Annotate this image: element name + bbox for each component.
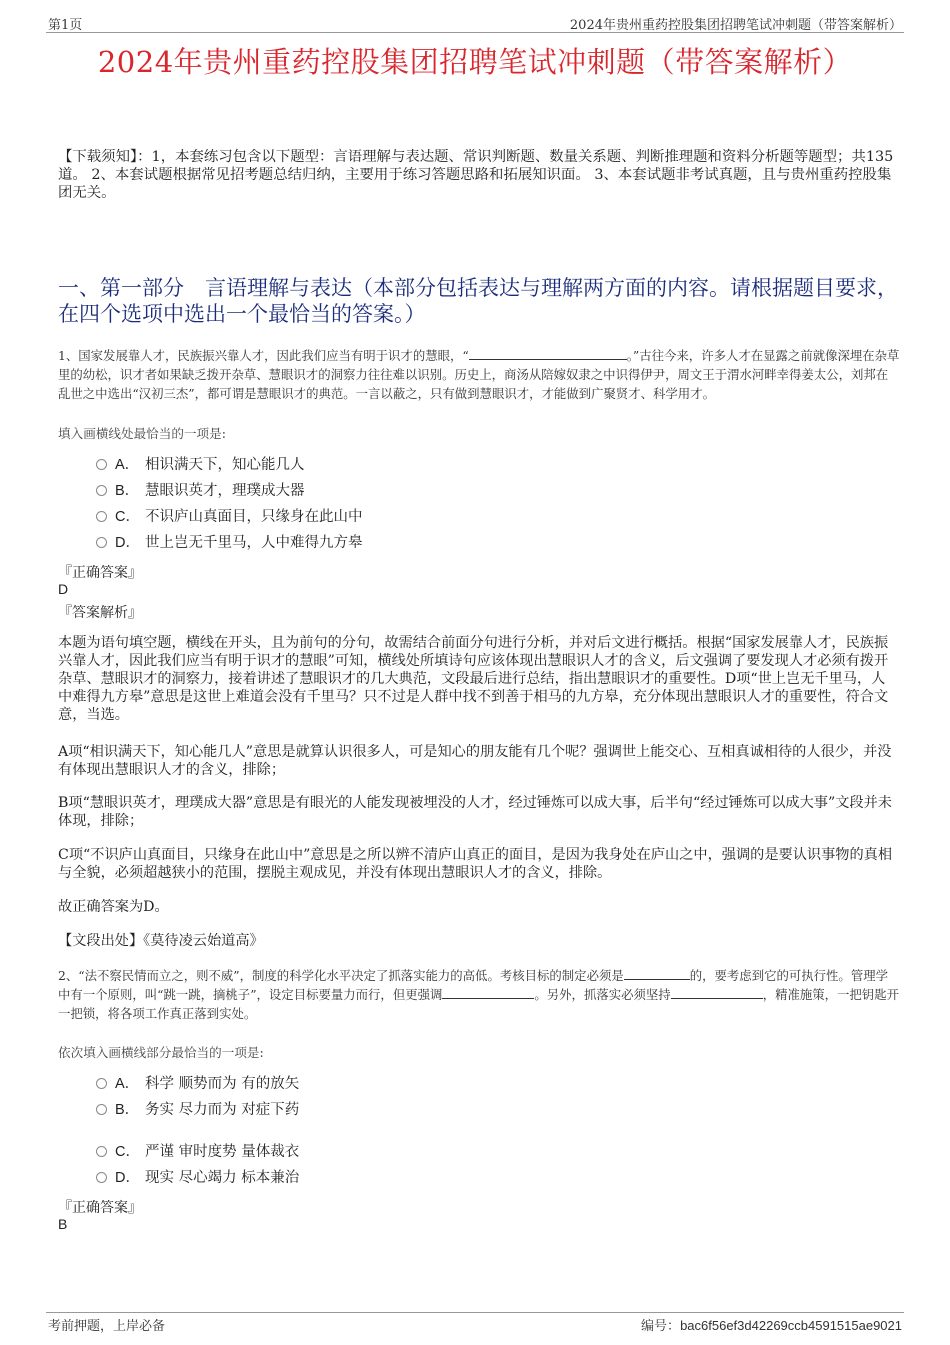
question-2-option-b[interactable]: B． 务实 尽力而为 对症下药 (96, 1100, 299, 1120)
fill-blank (442, 985, 534, 999)
radio-icon[interactable] (96, 485, 107, 496)
question-1-answer-label: 『正确答案』 (58, 565, 142, 581)
radio-icon[interactable] (96, 537, 107, 548)
question-1-source: 【文段出处】《莫待凌云始道高》 (58, 933, 264, 949)
footer-code: 编号：bac6f56ef3d42269ccb4591515ae9021 (641, 1318, 902, 1334)
analysis-paragraph: B项“慧眼识英才，理璞成大器”意思是有眼光的人能发现被埋没的人才，经过锤炼可以成大事，后半句“经过锤炼可以成大事”文段并未体现，排除； (58, 795, 892, 829)
question-2-option-d[interactable]: D． 现实 尽心竭力 标本兼治 (96, 1168, 299, 1188)
analysis-paragraph: 故正确答案为D。 (58, 899, 169, 915)
fill-blank (671, 985, 763, 999)
radio-icon[interactable] (96, 1146, 107, 1157)
section-heading: 一、第一部分 言语理解与表达（本部分包括表达与理解两方面的内容。请根据题目要求，在四个选项中选出一个最恰当的答案。） (58, 276, 898, 326)
question-1-stem-before: 1、国家发展靠人才，民族振兴靠人才，因此我们应当有明于识才的慧眼，“ (58, 348, 469, 363)
question-2-prompt: 依次填入画横线部分最恰当的一项是: (58, 1045, 264, 1060)
footer-slogan: 考前押题，上岸必备 (48, 1319, 166, 1334)
question-1-option-d[interactable]: D． 世上岂无千里马，人中难得九方皋 (96, 533, 363, 553)
question-2-option-c[interactable]: C． 严谨 审时度势 量体裁衣 (96, 1142, 299, 1162)
document-title: 2024年贵州重药控股集团招聘笔试冲刺题（带答案解析） (97, 45, 853, 79)
question-2-stem: 2、“法不察民情而立之，则不威”，制度的科学化水平决定了抓落实能力的高低。考核目标的制定必须是 的，要考虑到它的可执行性。管理学中有一个原则，叫“跳一跳，摘桃子”，设定目标要量力而行，但更强调 。另外，抓落实必须坚持 ，精准施策，一把钥匙开一把锁，将各项工作真正落到实处。 (58, 968, 899, 1021)
radio-icon[interactable] (96, 1172, 107, 1183)
page-header (46, 14, 904, 33)
question-1-analysis-label: 『答案解析』 (58, 605, 142, 621)
question-2-option-a[interactable]: A． 科学 顺势而为 有的放矢 (96, 1074, 299, 1094)
radio-icon[interactable] (96, 459, 107, 470)
page-footer (46, 1312, 904, 1333)
radio-icon[interactable] (96, 511, 107, 522)
analysis-paragraph: 本题为语句填空题，横线在开头，且为前句的分句，故需结合前面分句进行分析，并对后文进行概括。根据“国家发展靠人才，民族振兴靠人才，因此我们应当有明于识才的慧眼”可知，横线处所填诗句应该体现出慧眼识人才的含义，后文强调了要发现人才必须有拨开杂草、慧眼识才的洞察力，接着讲述了慧眼识才的几大典范，文段最后进行总结，指出慧眼识才的重要性。D项“世上岂无千里马，人中难得九方皋”意思是这世上难道会没有千里马？只不过是人群中找不到善于相马的九方皋，充分体现出慧眼识人才的重要性，符合文意，当选。 (58, 635, 889, 723)
question-1-stem-after: 。”古往今来，许多人才在显露之前就像深埋在杂草里的幼松，识才者如果缺乏拨开杂草、慧眼识才的洞察力往往难以识别。历史上，商汤从陪嫁奴隶之中识得伊尹，周文王于渭水河畔幸得姜太公，刘邦在乱世之中选出“汉初三杰”，都可谓是慧眼识才的典范。一言以蔽之，只有做到慧眼识才，才能做到广聚贤才、科学用才。 (58, 348, 900, 401)
question-1-option-a[interactable]: A． 相识满天下，知心能几人 (96, 455, 305, 475)
page-number: 第1页 (48, 18, 83, 33)
question-1-answer: D (58, 581, 69, 597)
analysis-paragraph: C项“不识庐山真面目，只缘身在此山中”意思是之所以辨不清庐山真正的面目，是因为我身处在庐山之中，强调的是要认识事物的真相与全貌，必须超越狭小的范围，摆脱主观成见，并没有体现出慧眼识人才的含义，排除。 (58, 847, 893, 881)
fill-blank (469, 346, 627, 360)
question-1-prompt: 填入画横线处最恰当的一项是: (58, 426, 226, 441)
question-2-answer-label: 『正确答案』 (58, 1200, 142, 1216)
radio-icon[interactable] (96, 1078, 107, 1089)
radio-icon[interactable] (96, 1104, 107, 1115)
question-2-answer: B (58, 1216, 68, 1232)
fill-blank (624, 966, 690, 980)
download-notice: 【下载须知】：1，本套练习包含以下题型：言语理解与表达题、常识判断题、数量关系题、判断推理题和资料分析题等题型；共135道。 2、本套试题根据常见招考题总结归纳，主要用于练习答题思路和拓展知识面。 3、本套试题非考试真题，且与贵州重药控股集团无关。 (58, 149, 894, 201)
header-doc-title: 2024年贵州重药控股集团招聘笔试冲刺题（带答案解析） (569, 18, 902, 33)
question-1-option-c[interactable]: C． 不识庐山真面目，只缘身在此山中 (96, 507, 363, 527)
analysis-paragraph: A项“相识满天下，知心能几人”意思是就算认识很多人，可是知心的朋友能有几个呢？强调世上能交心、互相真诚相待的人很少，并没有体现出慧眼识人才的含义，排除； (58, 744, 892, 778)
question-1-stem (58, 346, 900, 403)
question-1-option-b[interactable]: B． 慧眼识英才，理璞成大器 (96, 481, 305, 501)
